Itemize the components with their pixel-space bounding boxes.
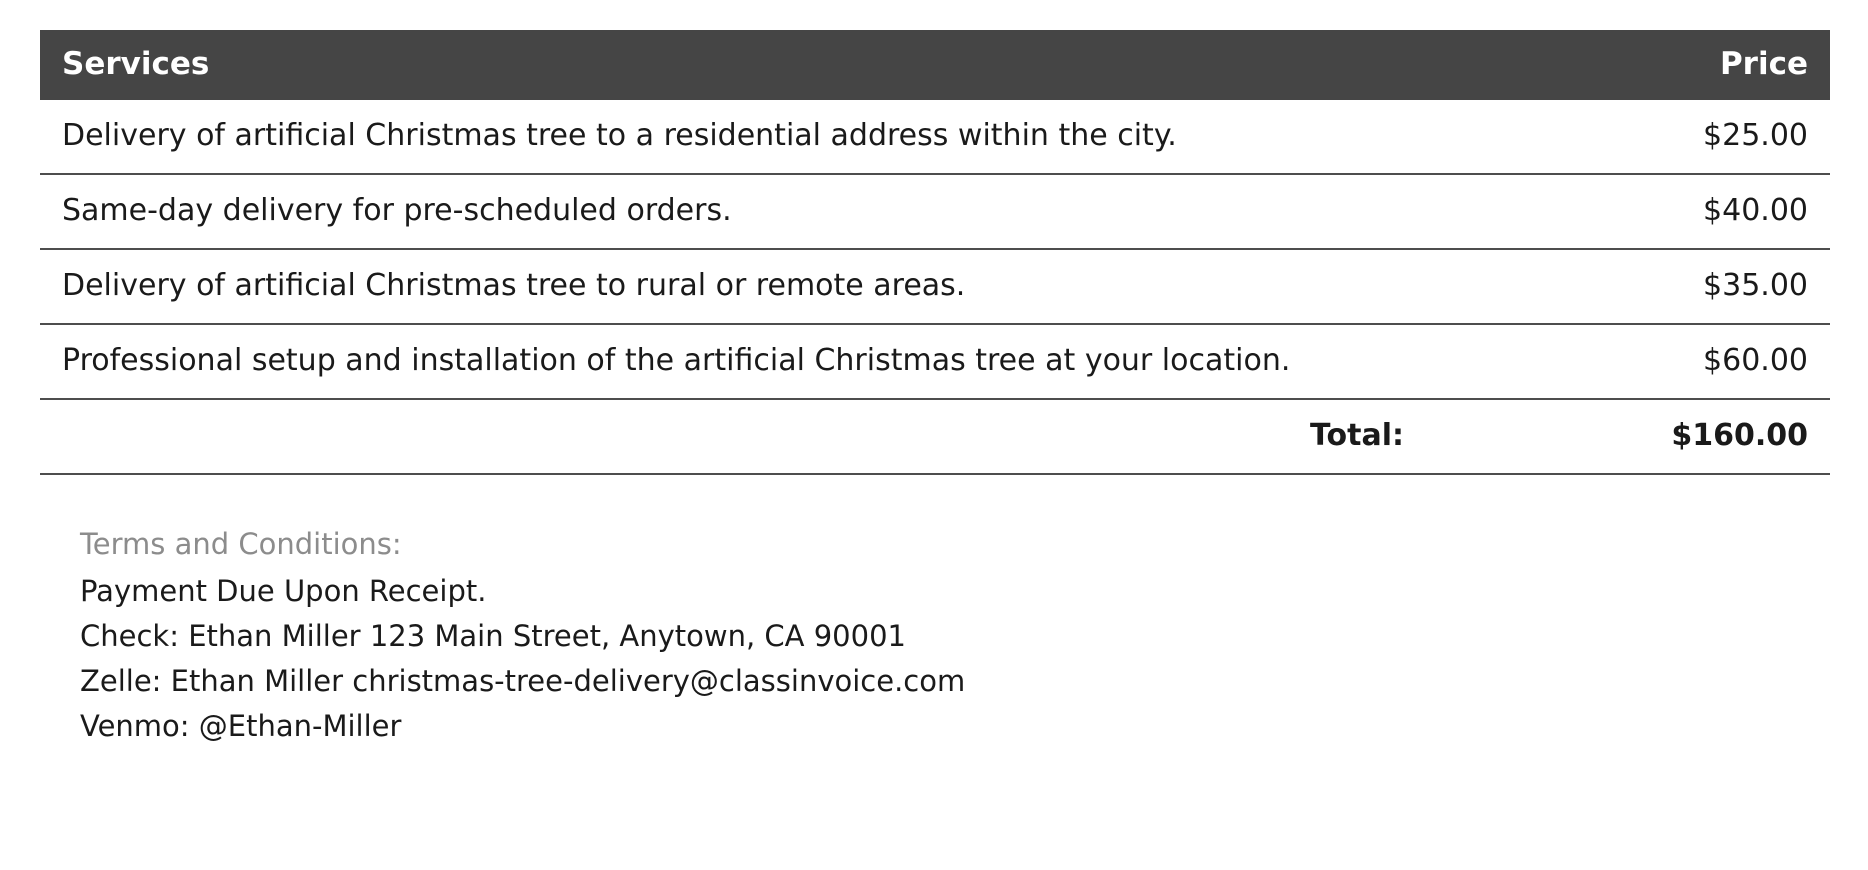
terms-line-venmo: Venmo: @Ethan-Miller	[80, 708, 402, 743]
service-description: Same-day delivery for pre-scheduled orders.	[40, 174, 1426, 249]
terms-and-conditions-section	[40, 527, 1828, 749]
terms-title: Terms and Conditions:	[80, 527, 402, 561]
table-row	[40, 249, 1830, 324]
table-header	[40, 30, 1830, 100]
total-value: $160.00	[1426, 399, 1830, 474]
table-row	[40, 174, 1830, 249]
service-price: $60.00	[1426, 324, 1830, 399]
table-row	[40, 100, 1830, 174]
terms-line-check: Check: Ethan Miller 123 Main Street, Anytown, CA 90001	[80, 618, 906, 653]
column-header-price: Price	[1426, 30, 1830, 100]
total-label: Total:	[40, 399, 1426, 474]
service-price: $35.00	[1426, 249, 1830, 324]
terms-line-zelle: Zelle: Ethan Miller christmas-tree-delivery@classinvoice.com	[80, 663, 966, 698]
table-header-row	[40, 30, 1830, 100]
column-header-services: Services	[40, 30, 1426, 100]
table-row	[40, 324, 1830, 399]
services-price-table	[40, 30, 1830, 475]
service-description: Delivery of artificial Christmas tree to rural or remote areas.	[40, 249, 1426, 324]
service-description: Delivery of artificial Christmas tree to a residential address within the city.	[40, 100, 1426, 174]
terms-line-payment: Payment Due Upon Receipt.	[80, 574, 487, 608]
service-description: Professional setup and installation of the artificial Christmas tree at your location.	[40, 324, 1426, 399]
total-row	[40, 399, 1830, 474]
service-price: $40.00	[1426, 174, 1830, 249]
service-price: $25.00	[1426, 100, 1830, 174]
table-body	[40, 100, 1830, 474]
